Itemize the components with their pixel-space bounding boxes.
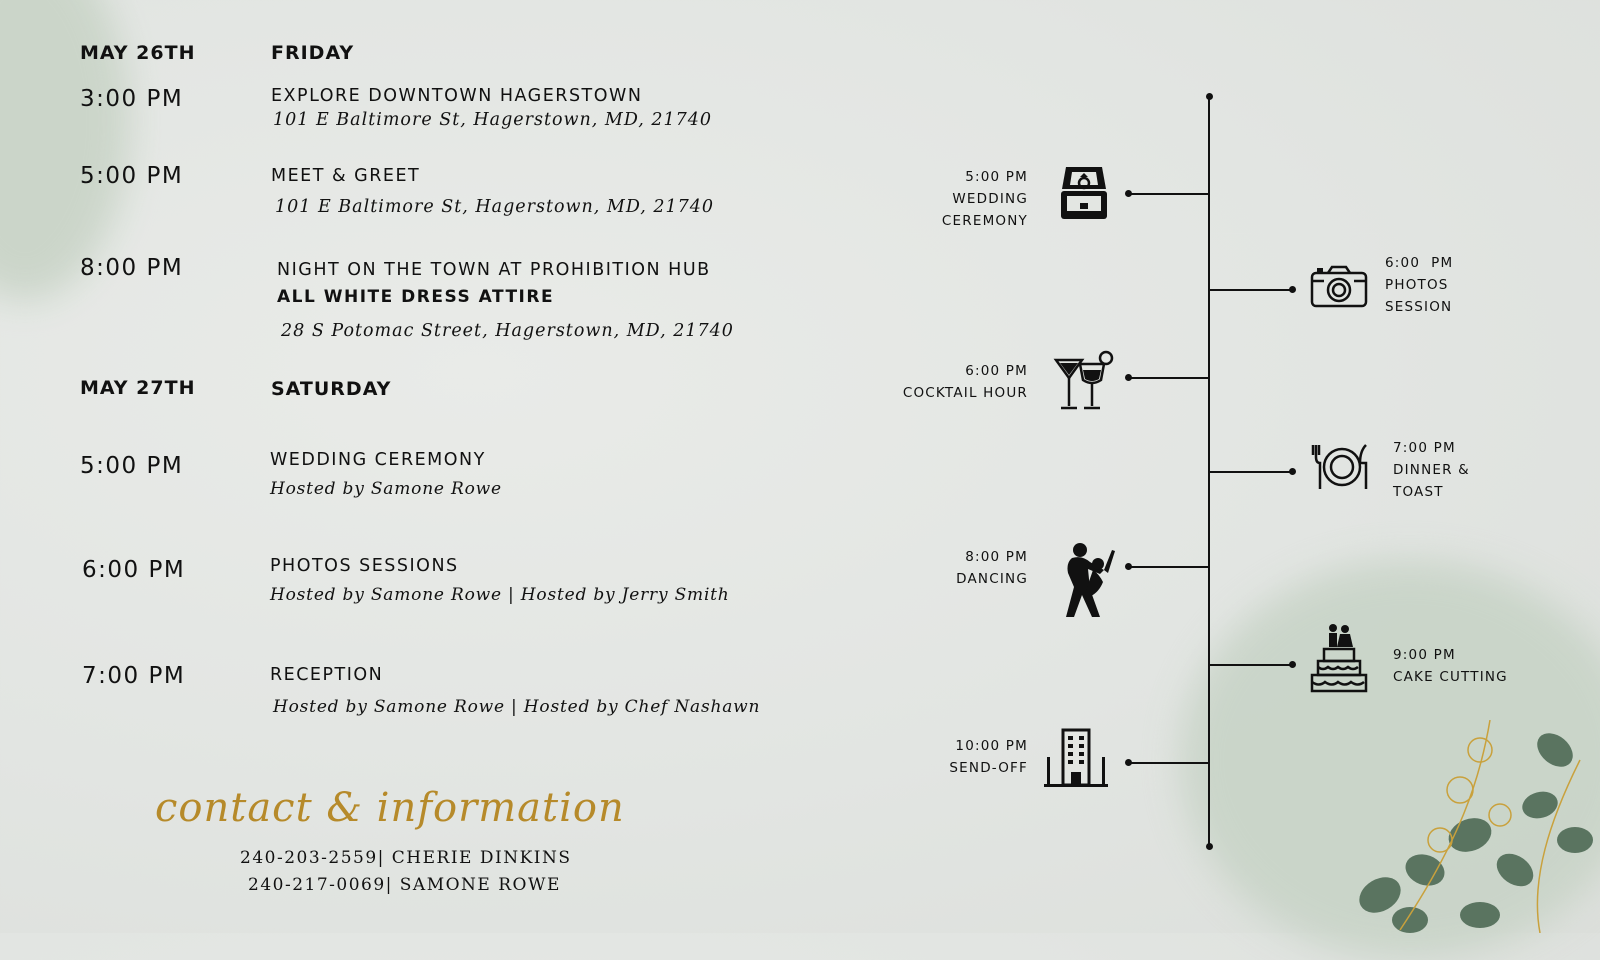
- day2-date: MAY 27TH: [80, 377, 196, 399]
- connector-dot: [1125, 190, 1132, 197]
- timeline-time: 9:00 PM: [1393, 647, 1456, 663]
- timeline-time: 6:00 PM: [1385, 255, 1454, 271]
- event-host: Hosted by Samone Rowe: [270, 479, 502, 499]
- event-title: EXPLORE DOWNTOWN HAGERSTOWN: [271, 86, 643, 106]
- day1-date: MAY 26TH: [80, 42, 196, 64]
- day1-weekday: FRIDAY: [271, 42, 355, 64]
- event-address: 101 E Baltimore St, Hagerstown, MD, 21740: [275, 197, 715, 217]
- timeline-label: [1393, 437, 1553, 503]
- timeline-connector: [1210, 664, 1292, 666]
- timeline-connector: [1128, 566, 1210, 568]
- timeline-label-line: SEND-OFF: [949, 760, 1028, 776]
- timeline-label: [880, 546, 1028, 590]
- camera-icon: [1310, 263, 1368, 309]
- event-time: 7:00 PM: [82, 663, 186, 689]
- connector-dot: [1125, 563, 1132, 570]
- connector-dot: [1289, 286, 1296, 293]
- connector-dot: [1289, 468, 1296, 475]
- timeline-connector: [1128, 762, 1210, 764]
- event-time: 5:00 PM: [80, 163, 184, 189]
- timeline-label-line: SESSION: [1385, 299, 1453, 315]
- timeline-connector: [1210, 289, 1292, 291]
- event-subtitle: ALL WHITE DRESS ATTIRE: [277, 287, 555, 307]
- cocktail-glasses-icon: [1052, 350, 1116, 416]
- event-title: RECEPTION: [270, 665, 384, 685]
- contact-line: 240-217-0069| SAMONE ROWE: [248, 875, 561, 895]
- event-title: PHOTOS SESSIONS: [270, 556, 459, 576]
- timeline-label-line: PHOTOS: [1385, 277, 1449, 293]
- timeline-label: [1385, 252, 1545, 318]
- event-time: 3:00 PM: [80, 86, 184, 112]
- timeline-label-line: DINNER &: [1393, 462, 1470, 478]
- timeline-connector: [1210, 471, 1292, 473]
- timeline-time: 7:00 PM: [1393, 440, 1456, 456]
- connector-dot: [1289, 661, 1296, 668]
- event-address: 101 E Baltimore St, Hagerstown, MD, 21740: [273, 110, 713, 130]
- timeline-label-line: TOAST: [1393, 484, 1444, 500]
- timeline-label-line: CEREMONY: [941, 213, 1028, 229]
- ring-box-icon: [1058, 163, 1110, 223]
- timeline-time: 5:00 PM: [965, 169, 1028, 185]
- wedding-cake-icon: [1310, 622, 1368, 694]
- day2-weekday: SATURDAY: [271, 378, 392, 400]
- eucalyptus-leaves-icon: [1340, 720, 1600, 933]
- timeline-time: 10:00 PM: [955, 738, 1028, 754]
- timeline-label-line: COCKTAIL HOUR: [902, 385, 1028, 401]
- event-title: WEDDING CEREMONY: [270, 450, 486, 470]
- dancing-couple-icon: [1058, 540, 1118, 620]
- event-time: 5:00 PM: [80, 453, 184, 479]
- timeline-label-line: WEDDING: [952, 191, 1028, 207]
- timeline-label: [1393, 644, 1563, 688]
- event-time: 8:00 PM: [80, 255, 184, 281]
- event-host: Hosted by Samone Rowe | Hosted by Chef Nashawn: [273, 697, 761, 717]
- timeline-time: 8:00 PM: [965, 549, 1028, 565]
- timeline-label-line: DANCING: [956, 571, 1028, 587]
- event-host: Hosted by Samone Rowe | Hosted by Jerry Smith: [270, 585, 730, 605]
- event-time: 6:00 PM: [82, 557, 186, 583]
- contact-title: contact & information: [155, 785, 625, 831]
- building-icon: [1043, 727, 1109, 789]
- timeline-end-dot: [1206, 93, 1213, 100]
- timeline-connector: [1128, 377, 1210, 379]
- event-address: 28 S Potomac Street, Hagerstown, MD, 21740: [281, 321, 734, 341]
- connector-dot: [1125, 759, 1132, 766]
- timeline-end-dot: [1206, 843, 1213, 850]
- event-title: NIGHT ON THE TOWN AT PROHIBITION HUB: [277, 260, 711, 280]
- connector-dot: [1125, 374, 1132, 381]
- timeline-label: [880, 735, 1028, 779]
- contact-line: 240-203-2559| CHERIE DINKINS: [240, 848, 572, 868]
- plate-cutlery-icon: [1310, 443, 1370, 491]
- event-title: MEET & GREET: [271, 166, 421, 186]
- timeline-connector: [1128, 193, 1210, 195]
- timeline-label-line: CAKE CUTTING: [1393, 669, 1508, 685]
- timeline-label: [860, 360, 1028, 404]
- timeline-time: 6:00 PM: [965, 363, 1028, 379]
- timeline-label: [880, 166, 1028, 232]
